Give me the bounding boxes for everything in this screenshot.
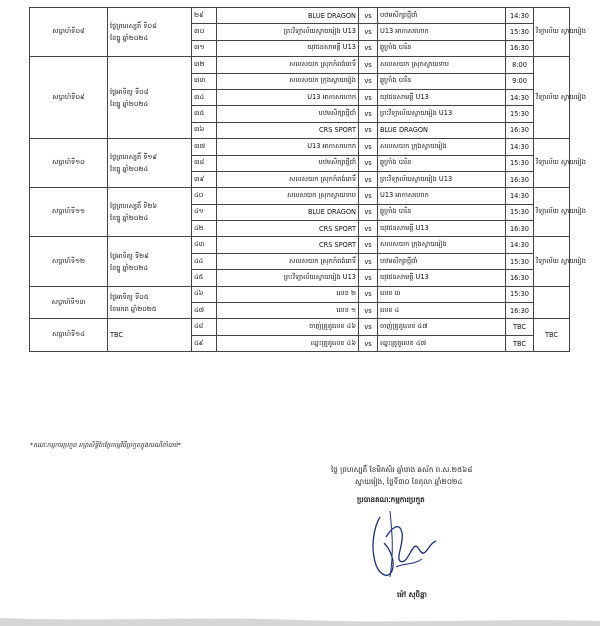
date-line-1: ថ្ងៃព្រហស្បតិ៍ ទី១៩ [110, 153, 158, 162]
match-schedule-table [29, 7, 586, 352]
match-number: ៣៨ [192, 155, 217, 171]
kickoff-time: 15:30 [506, 155, 534, 171]
team-a: BLUE DRAGON [217, 8, 359, 24]
venue-cell: វិទ្យាល័យ ស្វាយរៀង [534, 57, 570, 139]
team-a: U13 អាកាសហោក [217, 89, 359, 105]
date-line-1: ថ្ងៃព្រហស្បតិ៍ ទី០៨ [110, 22, 157, 31]
match-number: ៣៤ [192, 89, 217, 105]
match-row [30, 188, 570, 204]
versus-label: vs [359, 89, 378, 105]
team-b: ឆ្លូក្រាំង បារិន [378, 155, 506, 171]
team-b: សលសយក ស្រុកស្វាយទាប [378, 57, 506, 73]
versus-label: vs [359, 319, 378, 335]
week-cell: សប្តាហ៍ទី១៤ [30, 319, 108, 352]
versus-label: vs [359, 122, 378, 138]
versus-label: vs [359, 171, 378, 187]
match-number: ៣២ [192, 57, 217, 73]
week-cell: សប្តាហ៍ទី០៩ [30, 57, 108, 139]
versus-label: vs [359, 253, 378, 269]
date-line-1: ថ្ងៃអាទិត្យ ទី០៨ [110, 87, 149, 96]
paper-edge-shadow [0, 612, 600, 626]
date-line-1: ថ្ងៃអាទិត្យ ទី២៩ [110, 251, 149, 260]
gregorian-date-line: ស្វាយរៀង, ថ្ងៃទី៣០ ខែតុលា ឆ្នាំ២០២៤ [355, 477, 463, 486]
team-a: សលសយក ស្រុកកំពង់រោទិ៍ [217, 171, 359, 187]
date-cell [108, 8, 192, 57]
match-number: ៤៩ [192, 335, 217, 351]
kickoff-time: 15:30 [506, 24, 534, 40]
kickoff-time: 15:30 [506, 106, 534, 122]
match-number: ៣៩ [192, 171, 217, 187]
versus-label: vs [359, 270, 378, 286]
venue-cell: TBC [534, 319, 570, 352]
team-b: ព្រះវិទ្យាល័យស្វាយរៀង U13 [378, 171, 506, 187]
team-a: បឋមសិក្សាថ្មីជាំ [217, 155, 359, 171]
team-a: CRS SPORT [217, 237, 359, 253]
match-number: ៤៣ [192, 237, 217, 253]
date-line-2: ខែធ្នូ ឆ្នាំ២០២៤ [110, 99, 149, 108]
match-row [30, 57, 570, 73]
team-b: សលសយក ក្រុងស្វាយរៀង [378, 237, 506, 253]
match-number: ៤២ [192, 221, 217, 237]
kickoff-time: 9:00 [506, 73, 534, 89]
team-b: យុវជនសាមគ្គី U13 [378, 221, 506, 237]
versus-label: vs [359, 155, 378, 171]
team-b: ឆ្លូក្រាំង បារិន [378, 40, 506, 56]
versus-label: vs [359, 286, 378, 302]
venue-cell: វិទ្យាល័យ ស្វាយរៀង [534, 237, 570, 286]
team-a: ព្រះវិទ្យាល័យស្វាយរៀង U13 [217, 24, 359, 40]
organizer-title: ប្រធានគណៈកម្មការប្រកួត [357, 495, 425, 504]
team-a: CRS SPORT [217, 221, 359, 237]
kickoff-time: 14:30 [506, 188, 534, 204]
team-a: ចាញ់គ្រូគូលេខ ៤៦ [217, 319, 359, 335]
kickoff-time: TBC [506, 335, 534, 351]
team-a: សលសយក ស្រុកស្វាយទាប [217, 188, 359, 204]
team-b: ឆ្លូក្រាំង បារិន [378, 204, 506, 220]
versus-label: vs [359, 204, 378, 220]
team-a: BLUE DRAGON [217, 204, 359, 220]
date-cell [108, 139, 192, 188]
kickoff-time: 16:30 [506, 270, 534, 286]
team-a: បឋមសិក្សាថ្មីជាំ [217, 106, 359, 122]
date-line-1: ថ្ងៃអាទិត្យ ទី០៥ [110, 292, 149, 301]
match-number: ៣៣ [192, 73, 217, 89]
match-number: ៣៦ [192, 122, 217, 138]
match-number: ៤១ [192, 204, 217, 220]
versus-label: vs [359, 188, 378, 204]
kickoff-time: 15:30 [506, 286, 534, 302]
venue-cell [534, 286, 570, 319]
match-number: ៣១ [192, 40, 217, 56]
team-b: ព្រះវិទ្យាល័យស្វាយរៀង U13 [378, 106, 506, 122]
kickoff-time: 14:30 [506, 139, 534, 155]
organizer-note: *គណៈកម្មការប្រកួត រក្សាសិទ្ធិកែប្រែកម្មវិធីប្រកួតក្នុងករណីចាំបាច់* [30, 442, 181, 449]
team-b: ឈ្នះគ្រូគូលេខ ៤៧ [378, 335, 506, 351]
match-row [30, 286, 570, 302]
document-date [331, 464, 472, 488]
date-cell [108, 237, 192, 286]
team-b: U13 អាកាសហោក [378, 24, 506, 40]
team-a: ព្រះវិទ្យាល័យស្វាយរៀង U13 [217, 270, 359, 286]
signer-name: ម៉ៅ សុចិន្តា [397, 590, 427, 599]
date-cell [108, 57, 192, 139]
kickoff-time: 14:30 [506, 237, 534, 253]
date-line-1: TBC [110, 331, 124, 340]
date-cell [108, 286, 192, 319]
kickoff-time: TBC [506, 319, 534, 335]
team-a: លេខ ១ [217, 303, 359, 319]
team-a: សលសយក ស្រុកកំពង់រោទិ៍ [217, 57, 359, 73]
team-b: លេខ ៣ [378, 286, 506, 302]
versus-label: vs [359, 24, 378, 40]
team-b: ចាញ់គ្រូគូលេខ ៤៧ [378, 319, 506, 335]
lunar-date-line: ថ្ងៃ ព្រហស្បតិ៍ ខែមិគសិរ ឆ្នាំរោង ឆស័ក ព.ស.២៥៦៨ [331, 465, 473, 474]
team-a: សលសយក ស្រុកកំពង់រោទិ៍ [217, 253, 359, 269]
venue-cell: វិទ្យាល័យ ស្វាយរៀង [534, 188, 570, 237]
match-number: ៤៦ [192, 286, 217, 302]
versus-label: vs [359, 303, 378, 319]
kickoff-time: 15:30 [506, 204, 534, 220]
team-a: U13 អាកាសហោក [217, 139, 359, 155]
versus-label: vs [359, 237, 378, 253]
kickoff-time: 16:30 [506, 122, 534, 138]
venue-cell: វិទ្យាល័យ ស្វាយរៀង [534, 8, 570, 57]
date-line-2: ខែធ្នូ ឆ្នាំ២០២៤ [110, 34, 149, 43]
week-cell: សប្តាហ៍ទី១៣ [30, 286, 108, 319]
kickoff-time: 14:30 [506, 89, 534, 105]
venue-cell: វិទ្យាល័យ ស្វាយរៀង [534, 139, 570, 188]
match-number: ៤៥ [192, 270, 217, 286]
team-b: លេខ ៤ [378, 303, 506, 319]
team-b: BLUE DRAGON [378, 122, 506, 138]
team-b: U13 អាកាសហោក [378, 188, 506, 204]
match-row [30, 319, 570, 335]
match-number: ៤៤ [192, 253, 217, 269]
match-number: ៤០ [192, 188, 217, 204]
match-number: ២៩ [192, 8, 217, 24]
kickoff-time: 16:30 [506, 221, 534, 237]
match-number: ៤៧ [192, 303, 217, 319]
match-row [30, 8, 570, 24]
team-a: សលសយក ក្រុងស្វាយរៀង [217, 73, 359, 89]
team-a: យុវជនសាមគ្គី U13 [217, 40, 359, 56]
date-line-2: ខែធ្នូ ឆ្នាំ២០២៤ [110, 214, 149, 223]
date-line-1: ថ្ងៃព្រហស្បតិ៍ ទី២៦ [110, 202, 158, 211]
versus-label: vs [359, 335, 378, 351]
week-cell: សប្តាហ៍ទី១១ [30, 188, 108, 237]
date-line-2: ខែធ្នូ ឆ្នាំ២០២៤ [110, 263, 149, 272]
match-number: ៣៥ [192, 106, 217, 122]
kickoff-time: 16:30 [506, 303, 534, 319]
kickoff-time: 16:30 [506, 171, 534, 187]
team-a: ឈ្នះគ្រូគូលេខ ៤៦ [217, 335, 359, 351]
date-line-2: ខែធ្នូ ឆ្នាំ២០២៤ [110, 165, 149, 174]
signature-image [366, 507, 446, 585]
match-row [30, 237, 570, 253]
date-cell [108, 188, 192, 237]
versus-label: vs [359, 221, 378, 237]
week-cell: សប្តាហ៍ទី១២ [30, 237, 108, 286]
versus-label: vs [359, 73, 378, 89]
team-b: ឆ្លូក្រាំង បារិន [378, 73, 506, 89]
kickoff-time: 15:30 [506, 253, 534, 269]
team-b: យុវជនសាមគ្គី U13 [378, 89, 506, 105]
team-b: បឋមសិក្សាថ្មីជាំ [378, 8, 506, 24]
team-a: CRS SPORT [217, 122, 359, 138]
versus-label: vs [359, 8, 378, 24]
match-number: ៣៧ [192, 139, 217, 155]
date-cell [108, 319, 192, 352]
week-cell: សប្តាហ៍ទី១០ [30, 139, 108, 188]
date-line-2: ខែមករា ឆ្នាំ២០២៥ [110, 304, 157, 313]
versus-label: vs [359, 40, 378, 56]
team-a: លេខ ២ [217, 286, 359, 302]
match-row [30, 139, 570, 155]
versus-label: vs [359, 106, 378, 122]
team-b: បឋមសិក្សាថ្មីជាំ [378, 253, 506, 269]
match-number: ៤៨ [192, 319, 217, 335]
kickoff-time: 16:30 [506, 40, 534, 56]
kickoff-time: 14:30 [506, 8, 534, 24]
versus-label: vs [359, 57, 378, 73]
week-cell: សប្តាហ៍ទី០៨ [30, 8, 108, 57]
versus-label: vs [359, 139, 378, 155]
match-number: ៣០ [192, 24, 217, 40]
team-b: សលសយក ក្រុងស្វាយរៀង [378, 139, 506, 155]
team-b: យុវជនសាមគ្គី U13 [378, 270, 506, 286]
kickoff-time: 8:00 [506, 57, 534, 73]
